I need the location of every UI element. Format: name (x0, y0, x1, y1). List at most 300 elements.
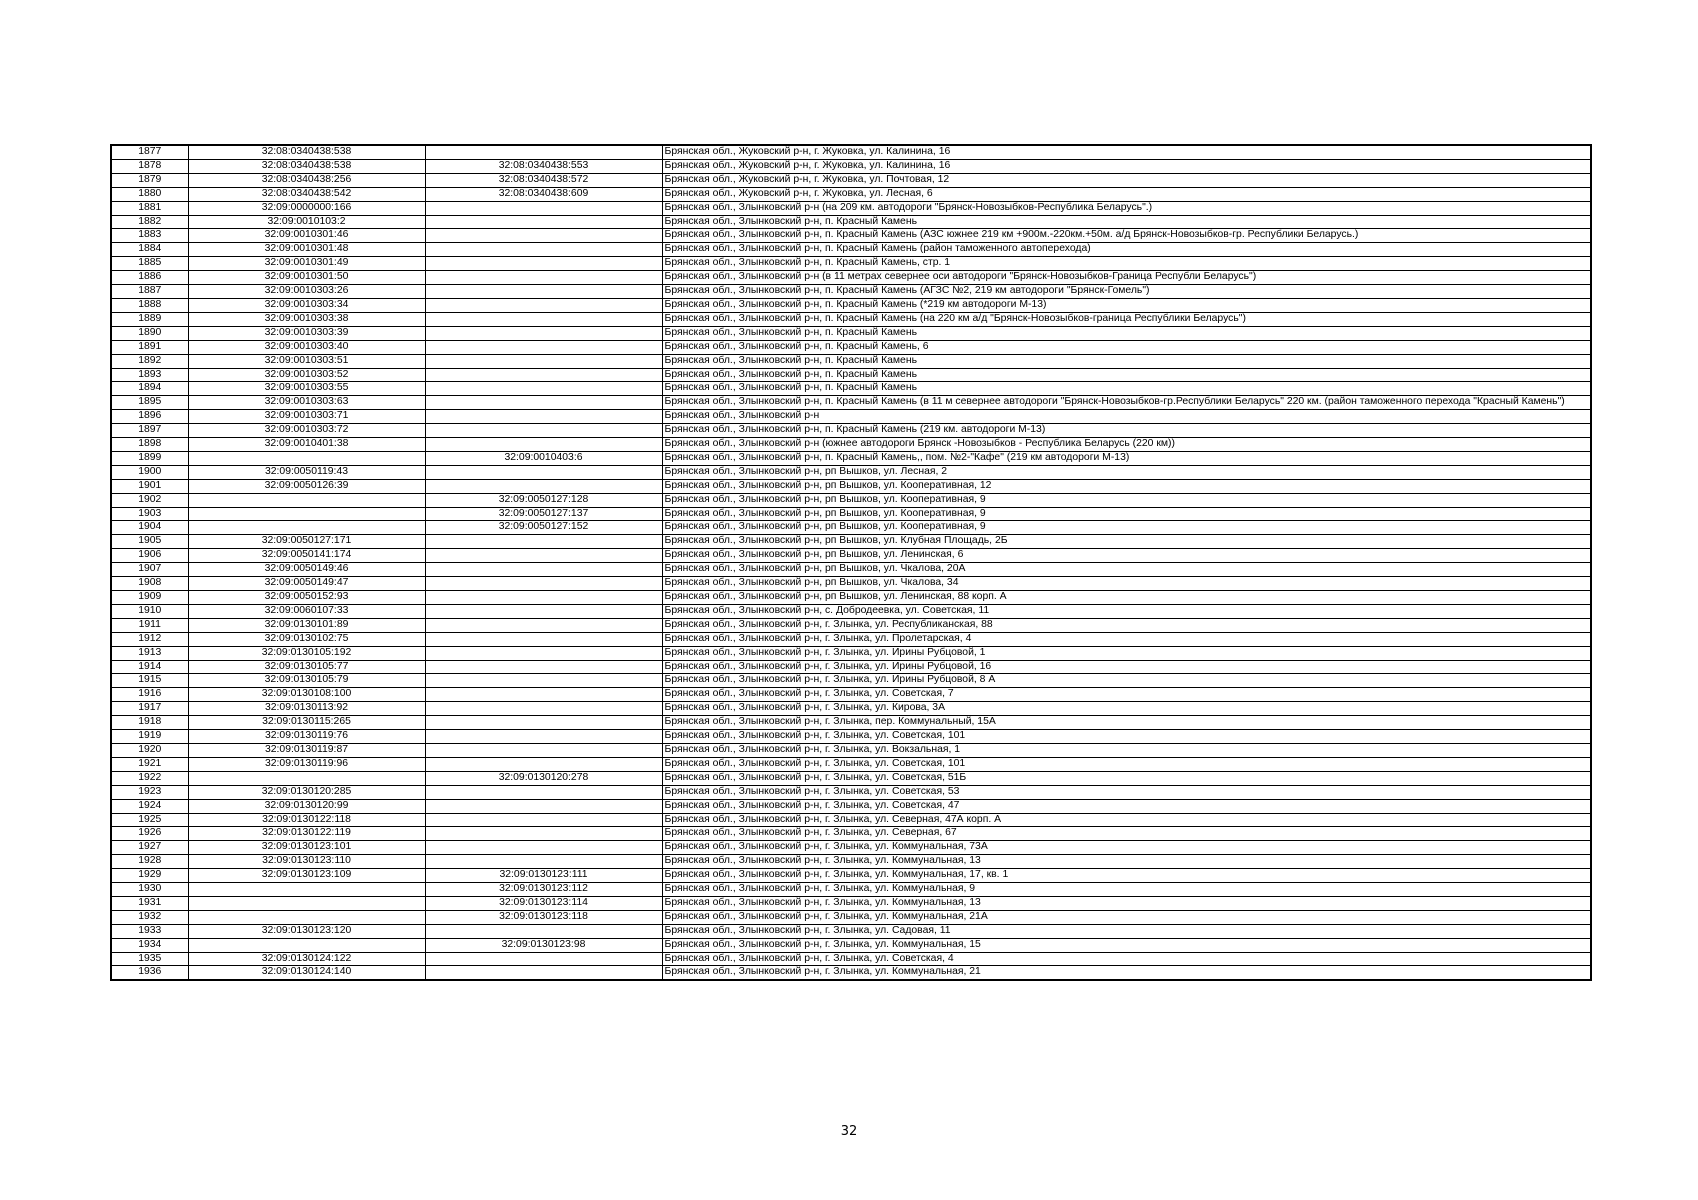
address-cell: Брянская обл., Злынковский р-н, п. Красный Камень (район таможенного автоперехода) (662, 243, 1591, 257)
row-number-cell: 1899 (111, 451, 188, 465)
table-row (111, 771, 1591, 785)
table-row (111, 507, 1591, 521)
object-cadastral-number-cell (425, 257, 662, 271)
table-row (111, 883, 1591, 897)
table-row (111, 674, 1591, 688)
object-cadastral-number-cell (425, 298, 662, 312)
row-number-cell: 1901 (111, 479, 188, 493)
table-row (111, 743, 1591, 757)
row-number-cell: 1880 (111, 187, 188, 201)
cadastral-number-cell: 32:09:0010103:2 (188, 215, 425, 229)
cadastral-number-cell: 32:09:0010303:38 (188, 312, 425, 326)
table-row (111, 952, 1591, 966)
row-number-cell: 1887 (111, 285, 188, 299)
cadastral-number-cell: 32:09:0050149:47 (188, 577, 425, 591)
table-row (111, 896, 1591, 910)
cadastral-number-cell (188, 938, 425, 952)
address-cell: Брянская обл., Злынковский р-н, п. Красный Камень (662, 382, 1591, 396)
cadastral-number-cell (188, 910, 425, 924)
address-cell: Брянская обл., Злынковский р-н, г. Злынка, пер. Коммунальный, 15А (662, 716, 1591, 730)
object-cadastral-number-cell (425, 563, 662, 577)
address-cell: Брянская обл., Злынковский р-н, п. Красный Камень (662, 215, 1591, 229)
object-cadastral-number-cell (425, 312, 662, 326)
table-row (111, 312, 1591, 326)
address-cell: Брянская обл., Злынковский р-н, п. Красный Камень (в 11 м севернее автодороги "Брянск-Новозыбков-гр.Республики Беларусь" 220 км. (район таможенного перехода "Красный Камень") (662, 396, 1591, 410)
table-row (111, 910, 1591, 924)
object-cadastral-number-cell (425, 702, 662, 716)
table-row (111, 215, 1591, 229)
table-row (111, 159, 1591, 173)
cadastral-number-cell (188, 451, 425, 465)
object-cadastral-number-cell: 32:09:0050127:128 (425, 493, 662, 507)
row-number-cell: 1921 (111, 757, 188, 771)
object-cadastral-number-cell (425, 730, 662, 744)
row-number-cell: 1900 (111, 465, 188, 479)
address-cell: Брянская обл., Злынковский р-н, г. Злынка, ул. Советская, 7 (662, 688, 1591, 702)
address-cell: Брянская обл., Злынковский р-н, г. Злынка, ул. Северная, 67 (662, 827, 1591, 841)
object-cadastral-number-cell: 32:09:0050127:137 (425, 507, 662, 521)
row-number-cell: 1902 (111, 493, 188, 507)
address-cell: Брянская обл., Злынковский р-н, рп Вышков, ул. Кооперативная, 9 (662, 493, 1591, 507)
cadastral-number-cell: 32:09:0130122:118 (188, 813, 425, 827)
table-row (111, 410, 1591, 424)
cadastral-number-cell (188, 521, 425, 535)
row-number-cell: 1913 (111, 646, 188, 660)
object-cadastral-number-cell (425, 632, 662, 646)
object-cadastral-number-cell (425, 424, 662, 438)
table-row (111, 451, 1591, 465)
table-row (111, 730, 1591, 744)
object-cadastral-number-cell (425, 201, 662, 215)
cadastral-number-cell (188, 507, 425, 521)
table-row (111, 257, 1591, 271)
object-cadastral-number-cell (425, 368, 662, 382)
row-number-cell: 1890 (111, 326, 188, 340)
address-cell: Брянская обл., Злынковский р-н, г. Злынка, ул. Ирины Рубцовой, 16 (662, 660, 1591, 674)
address-cell: Брянская обл., Злынковский р-н, г. Злынка, ул. Северная, 47А корп. А (662, 813, 1591, 827)
cadastral-number-cell: 32:09:0010301:50 (188, 271, 425, 285)
table-row (111, 716, 1591, 730)
address-cell: Брянская обл., Злынковский р-н, рп Вышков, ул. Чкалова, 34 (662, 577, 1591, 591)
table-row (111, 326, 1591, 340)
object-cadastral-number-cell (425, 924, 662, 938)
object-cadastral-number-cell (425, 799, 662, 813)
table-row (111, 924, 1591, 938)
row-number-cell: 1881 (111, 201, 188, 215)
row-number-cell: 1915 (111, 674, 188, 688)
object-cadastral-number-cell: 32:08:0340438:609 (425, 187, 662, 201)
cadastral-number-cell (188, 896, 425, 910)
cadastral-number-cell: 32:09:0050119:43 (188, 465, 425, 479)
row-number-cell: 1931 (111, 896, 188, 910)
object-cadastral-number-cell (425, 660, 662, 674)
cadastral-number-cell: 32:09:0050141:174 (188, 549, 425, 563)
row-number-cell: 1914 (111, 660, 188, 674)
table-row (111, 382, 1591, 396)
row-number-cell: 1903 (111, 507, 188, 521)
row-number-cell: 1904 (111, 521, 188, 535)
row-number-cell: 1888 (111, 298, 188, 312)
address-cell: Брянская обл., Злынковский р-н, рп Вышков, ул. Чкалова, 20А (662, 563, 1591, 577)
table-row (111, 938, 1591, 952)
cadastral-number-cell: 32:09:0130102:75 (188, 632, 425, 646)
row-number-cell: 1934 (111, 938, 188, 952)
cadastral-number-cell (188, 493, 425, 507)
cadastral-number-cell: 32:09:0010401:38 (188, 438, 425, 452)
object-cadastral-number-cell (425, 618, 662, 632)
object-cadastral-number-cell (425, 465, 662, 479)
object-cadastral-number-cell (425, 271, 662, 285)
address-cell: Брянская обл., Злынковский р-н, п. Красный Камень,, пом. №2-"Кафе" (219 км автодороги М-13) (662, 451, 1591, 465)
address-cell: Брянская обл., Злынковский р-н, п. Красный Камень (*219 км автодороги М-13) (662, 298, 1591, 312)
cadastral-number-cell: 32:09:0010301:49 (188, 257, 425, 271)
table-row (111, 521, 1591, 535)
table-row (111, 632, 1591, 646)
table-row (111, 535, 1591, 549)
cadastral-number-cell: 32:09:0130105:79 (188, 674, 425, 688)
table-row (111, 438, 1591, 452)
cadastral-number-cell: 32:09:0010303:34 (188, 298, 425, 312)
row-number-cell: 1922 (111, 771, 188, 785)
object-cadastral-number-cell: 32:09:0130123:112 (425, 883, 662, 897)
row-number-cell: 1882 (111, 215, 188, 229)
address-cell: Брянская обл., Злынковский р-н, г. Злынка, ул. Пролетарская, 4 (662, 632, 1591, 646)
object-cadastral-number-cell: 32:08:0340438:572 (425, 173, 662, 187)
object-cadastral-number-cell (425, 841, 662, 855)
address-cell: Брянская обл., Злынковский р-н, г. Злынка, ул. Ирины Рубцовой, 1 (662, 646, 1591, 660)
cadastral-number-cell: 32:09:0010303:52 (188, 368, 425, 382)
cadastral-number-cell: 32:08:0340438:538 (188, 145, 425, 159)
cadastral-number-cell: 32:09:0130119:76 (188, 730, 425, 744)
row-number-cell: 1891 (111, 340, 188, 354)
cadastral-number-cell: 32:09:0130123:109 (188, 869, 425, 883)
cadastral-number-cell: 32:09:0010303:51 (188, 354, 425, 368)
address-cell: Брянская обл., Злынковский р-н, г. Злынка, ул. Коммунальная, 17, кв. 1 (662, 869, 1591, 883)
row-number-cell: 1912 (111, 632, 188, 646)
document-page (110, 144, 1590, 981)
row-number-cell: 1906 (111, 549, 188, 563)
row-number-cell: 1905 (111, 535, 188, 549)
row-number-cell: 1897 (111, 424, 188, 438)
object-cadastral-number-cell (425, 382, 662, 396)
address-cell: Брянская обл., Злынковский р-н, рп Вышков, ул. Лесная, 2 (662, 465, 1591, 479)
object-cadastral-number-cell (425, 646, 662, 660)
table-row (111, 966, 1591, 980)
address-cell: Брянская обл., Злынковский р-н (на 209 км. автодороги "Брянск-Новозыбков-Республика Беларусь".) (662, 201, 1591, 215)
table-row (111, 187, 1591, 201)
object-cadastral-number-cell: 32:08:0340438:553 (425, 159, 662, 173)
address-cell: Брянская обл., Злынковский р-н, п. Красный Камень (на 220 км а/д "Брянск-Новозыбков-граница Республики Беларусь") (662, 312, 1591, 326)
address-cell: Брянская обл., Жуковский р-н, г. Жуковка, ул. Калинина, 16 (662, 145, 1591, 159)
table-row (111, 549, 1591, 563)
row-number-cell: 1911 (111, 618, 188, 632)
cadastral-number-cell: 32:09:0000000:166 (188, 201, 425, 215)
address-cell: Брянская обл., Злынковский р-н, г. Злынка, ул. Советская, 47 (662, 799, 1591, 813)
object-cadastral-number-cell (425, 396, 662, 410)
table-row (111, 201, 1591, 215)
address-cell: Брянская обл., Злынковский р-н, г. Злынка, ул. Коммунальная, 13 (662, 855, 1591, 869)
cadastral-number-cell: 32:09:0010303:71 (188, 410, 425, 424)
row-number-cell: 1896 (111, 410, 188, 424)
address-cell: Брянская обл., Злынковский р-н, рп Вышков, ул. Кооперативная, 9 (662, 507, 1591, 521)
cadastral-number-cell: 32:09:0130113:92 (188, 702, 425, 716)
table-row (111, 354, 1591, 368)
address-cell: Брянская обл., Злынковский р-н, рп Вышков, ул. Клубная Площадь, 2Б (662, 535, 1591, 549)
table-row (111, 855, 1591, 869)
row-number-cell: 1919 (111, 730, 188, 744)
row-number-cell: 1926 (111, 827, 188, 841)
table-row (111, 271, 1591, 285)
table-row (111, 493, 1591, 507)
table-row (111, 396, 1591, 410)
row-number-cell: 1895 (111, 396, 188, 410)
object-cadastral-number-cell (425, 243, 662, 257)
table-row (111, 702, 1591, 716)
object-cadastral-number-cell (425, 966, 662, 980)
cadastral-number-cell: 32:09:0010303:72 (188, 424, 425, 438)
table-row (111, 646, 1591, 660)
address-cell: Брянская обл., Злынковский р-н, п. Красный Камень (662, 354, 1591, 368)
page-number: 32 (840, 1124, 858, 1139)
address-cell: Брянская обл., Злынковский р-н, г. Злынка, ул. Садовая, 11 (662, 924, 1591, 938)
address-cell: Брянская обл., Злынковский р-н (в 11 метрах севернее оси автодороги "Брянск-Новозыбков-Граница Республи Беларусь") (662, 271, 1591, 285)
cadastral-number-cell: 32:09:0050127:171 (188, 535, 425, 549)
cadastral-number-cell: 32:09:0010303:26 (188, 285, 425, 299)
row-number-cell: 1910 (111, 604, 188, 618)
object-cadastral-number-cell: 32:09:0130123:118 (425, 910, 662, 924)
cadastral-number-cell: 32:09:0050152:93 (188, 591, 425, 605)
cadastral-number-cell (188, 883, 425, 897)
cadastral-number-cell: 32:09:0130120:99 (188, 799, 425, 813)
row-number-cell: 1928 (111, 855, 188, 869)
cadastral-number-cell: 32:09:0130119:96 (188, 757, 425, 771)
row-number-cell: 1925 (111, 813, 188, 827)
object-cadastral-number-cell (425, 577, 662, 591)
address-cell: Брянская обл., Злынковский р-н, п. Красный Камень, стр. 1 (662, 257, 1591, 271)
table-row (111, 869, 1591, 883)
table-row (111, 577, 1591, 591)
object-cadastral-number-cell: 32:09:0130123:98 (425, 938, 662, 952)
cadastral-number-cell: 32:09:0010303:39 (188, 326, 425, 340)
cadastral-number-cell: 32:09:0130105:77 (188, 660, 425, 674)
row-number-cell: 1884 (111, 243, 188, 257)
address-cell: Брянская обл., Злынковский р-н, рп Вышков, ул. Ленинская, 88 корп. А (662, 591, 1591, 605)
address-cell: Брянская обл., Злынковский р-н, г. Злынка, ул. Коммунальная, 9 (662, 883, 1591, 897)
object-cadastral-number-cell (425, 757, 662, 771)
table-row (111, 173, 1591, 187)
cadastral-number-cell: 32:09:0130108:100 (188, 688, 425, 702)
address-cell: Брянская обл., Злынковский р-н, г. Злынка, ул. Коммунальная, 21А (662, 910, 1591, 924)
cadastral-number-cell: 32:09:0130119:87 (188, 743, 425, 757)
cadastral-number-cell: 32:09:0010303:55 (188, 382, 425, 396)
row-number-cell: 1892 (111, 354, 188, 368)
row-number-cell: 1889 (111, 312, 188, 326)
object-cadastral-number-cell (425, 354, 662, 368)
cadastral-number-cell: 32:09:0130124:140 (188, 966, 425, 980)
table-row (111, 660, 1591, 674)
address-cell: Брянская обл., Злынковский р-н, г. Злынка, ул. Кирова, 3А (662, 702, 1591, 716)
cadastral-number-cell: 32:09:0130124:122 (188, 952, 425, 966)
address-cell: Брянская обл., Злынковский р-н, г. Злынка, ул. Коммунальная, 21 (662, 966, 1591, 980)
cadastral-number-cell: 32:08:0340438:538 (188, 159, 425, 173)
cadastral-number-cell: 32:09:0010301:48 (188, 243, 425, 257)
address-cell: Брянская обл., Жуковский р-н, г. Жуковка, ул. Лесная, 6 (662, 187, 1591, 201)
row-number-cell: 1898 (111, 438, 188, 452)
address-cell: Брянская обл., Злынковский р-н, г. Злынка, ул. Советская, 53 (662, 785, 1591, 799)
address-cell: Брянская обл., Злынковский р-н, г. Злынка, ул. Вокзальная, 1 (662, 743, 1591, 757)
row-number-cell: 1878 (111, 159, 188, 173)
object-cadastral-number-cell (425, 952, 662, 966)
table-row (111, 479, 1591, 493)
table-row (111, 465, 1591, 479)
object-cadastral-number-cell (425, 604, 662, 618)
cadastral-number-cell: 32:09:0130115:265 (188, 716, 425, 730)
row-number-cell: 1883 (111, 229, 188, 243)
object-cadastral-number-cell: 32:09:0130120:278 (425, 771, 662, 785)
table-row (111, 243, 1591, 257)
address-cell: Брянская обл., Злынковский р-н, г. Злынка, ул. Коммунальная, 15 (662, 938, 1591, 952)
table-row (111, 827, 1591, 841)
row-number-cell: 1933 (111, 924, 188, 938)
table-row (111, 604, 1591, 618)
row-number-cell: 1907 (111, 563, 188, 577)
row-number-cell: 1908 (111, 577, 188, 591)
address-cell: Брянская обл., Злынковский р-н, г. Злынка, ул. Советская, 101 (662, 757, 1591, 771)
address-cell: Брянская обл., Злынковский р-н, г. Злынка, ул. Республиканская, 88 (662, 618, 1591, 632)
cadastral-register-table (110, 144, 1592, 981)
object-cadastral-number-cell: 32:09:0050127:152 (425, 521, 662, 535)
address-cell: Брянская обл., Злынковский р-н (662, 410, 1591, 424)
row-number-cell: 1929 (111, 869, 188, 883)
address-cell: Брянская обл., Злынковский р-н, п. Красный Камень, 6 (662, 340, 1591, 354)
address-cell: Брянская обл., Злынковский р-н, рп Вышков, ул. Кооперативная, 12 (662, 479, 1591, 493)
table-row (111, 424, 1591, 438)
row-number-cell: 1916 (111, 688, 188, 702)
address-cell: Брянская обл., Злынковский р-н, п. Красный Камень (662, 326, 1591, 340)
cadastral-number-cell: 32:09:0130120:285 (188, 785, 425, 799)
object-cadastral-number-cell (425, 743, 662, 757)
address-cell: Брянская обл., Злынковский р-н, рп Вышков, ул. Кооперативная, 9 (662, 521, 1591, 535)
row-number-cell: 1932 (111, 910, 188, 924)
cadastral-number-cell: 32:09:0050149:46 (188, 563, 425, 577)
object-cadastral-number-cell (425, 215, 662, 229)
object-cadastral-number-cell: 32:09:0130123:111 (425, 869, 662, 883)
row-number-cell: 1886 (111, 271, 188, 285)
cadastral-number-cell (188, 771, 425, 785)
object-cadastral-number-cell (425, 591, 662, 605)
object-cadastral-number-cell: 32:09:0130123:114 (425, 896, 662, 910)
table-row (111, 757, 1591, 771)
cadastral-number-cell: 32:09:0130123:110 (188, 855, 425, 869)
cadastral-number-cell: 32:09:0060107:33 (188, 604, 425, 618)
object-cadastral-number-cell (425, 145, 662, 159)
address-cell: Брянская обл., Злынковский р-н, г. Злынка, ул. Советская, 4 (662, 952, 1591, 966)
table-row (111, 785, 1591, 799)
table-row (111, 229, 1591, 243)
address-cell: Брянская обл., Злынковский р-н, г. Злынка, ул. Коммунальная, 73А (662, 841, 1591, 855)
cadastral-number-cell: 32:09:0130123:120 (188, 924, 425, 938)
address-cell: Брянская обл., Злынковский р-н, г. Злынка, ул. Коммунальная, 13 (662, 896, 1591, 910)
row-number-cell: 1923 (111, 785, 188, 799)
cadastral-number-cell: 32:09:0050126:39 (188, 479, 425, 493)
row-number-cell: 1930 (111, 883, 188, 897)
row-number-cell: 1893 (111, 368, 188, 382)
row-number-cell: 1885 (111, 257, 188, 271)
table-row (111, 799, 1591, 813)
table-row (111, 841, 1591, 855)
row-number-cell: 1936 (111, 966, 188, 980)
row-number-cell: 1879 (111, 173, 188, 187)
cadastral-number-cell: 32:08:0340438:542 (188, 187, 425, 201)
object-cadastral-number-cell: 32:09:0010403:6 (425, 451, 662, 465)
table-row (111, 563, 1591, 577)
object-cadastral-number-cell (425, 785, 662, 799)
address-cell: Брянская обл., Жуковский р-н, г. Жуковка, ул. Почтовая, 12 (662, 173, 1591, 187)
address-cell: Брянская обл., Злынковский р-н, п. Красный Камень (АГЗС №2, 219 км автодороги "Брянск-Гомель") (662, 285, 1591, 299)
object-cadastral-number-cell (425, 438, 662, 452)
table-row (111, 688, 1591, 702)
address-cell: Брянская обл., Злынковский р-н, г. Злынка, ул. Советская, 51Б (662, 771, 1591, 785)
row-number-cell: 1935 (111, 952, 188, 966)
table-row (111, 145, 1591, 159)
object-cadastral-number-cell (425, 813, 662, 827)
object-cadastral-number-cell (425, 410, 662, 424)
object-cadastral-number-cell (425, 535, 662, 549)
row-number-cell: 1924 (111, 799, 188, 813)
cadastral-number-cell: 32:08:0340438:256 (188, 173, 425, 187)
row-number-cell: 1877 (111, 145, 188, 159)
object-cadastral-number-cell (425, 326, 662, 340)
address-cell: Брянская обл., Жуковский р-н, г. Жуковка, ул. Калинина, 16 (662, 159, 1591, 173)
object-cadastral-number-cell (425, 340, 662, 354)
table-row (111, 618, 1591, 632)
table-row (111, 340, 1591, 354)
address-cell: Брянская обл., Злынковский р-н, г. Злынка, ул. Ирины Рубцовой, 8 А (662, 674, 1591, 688)
row-number-cell: 1909 (111, 591, 188, 605)
cadastral-number-cell: 32:09:0130123:101 (188, 841, 425, 855)
cadastral-number-cell: 32:09:0010303:63 (188, 396, 425, 410)
cadastral-number-cell: 32:09:0130101:89 (188, 618, 425, 632)
row-number-cell: 1894 (111, 382, 188, 396)
table-row (111, 591, 1591, 605)
table-row (111, 298, 1591, 312)
address-cell: Брянская обл., Злынковский р-н, п. Красный Камень (219 км. автодороги М-13) (662, 424, 1591, 438)
object-cadastral-number-cell (425, 229, 662, 243)
table-body (111, 145, 1591, 980)
cadastral-number-cell: 32:09:0130122:119 (188, 827, 425, 841)
address-cell: Брянская обл., Злынковский р-н, г. Злынка, ул. Советская, 101 (662, 730, 1591, 744)
table-row (111, 368, 1591, 382)
address-cell: Брянская обл., Злынковский р-н, рп Вышков, ул. Ленинская, 6 (662, 549, 1591, 563)
cadastral-number-cell: 32:09:0010301:46 (188, 229, 425, 243)
row-number-cell: 1920 (111, 743, 188, 757)
table-row (111, 813, 1591, 827)
object-cadastral-number-cell (425, 285, 662, 299)
row-number-cell: 1927 (111, 841, 188, 855)
object-cadastral-number-cell (425, 674, 662, 688)
object-cadastral-number-cell (425, 479, 662, 493)
cadastral-number-cell: 32:09:0010303:40 (188, 340, 425, 354)
row-number-cell: 1918 (111, 716, 188, 730)
object-cadastral-number-cell (425, 716, 662, 730)
object-cadastral-number-cell (425, 549, 662, 563)
address-cell: Брянская обл., Злынковский р-н, п. Красный Камень (АЗС южнее 219 км +900м.-220км.+50м. а/д Брянск-Новозыбков-гр. Республики Беларусь.) (662, 229, 1591, 243)
address-cell: Брянская обл., Злынковский р-н (южнее автодороги Брянск -Новозыбков - Республика Беларусь (220 км)) (662, 438, 1591, 452)
object-cadastral-number-cell (425, 688, 662, 702)
table-row (111, 285, 1591, 299)
object-cadastral-number-cell (425, 855, 662, 869)
object-cadastral-number-cell (425, 827, 662, 841)
